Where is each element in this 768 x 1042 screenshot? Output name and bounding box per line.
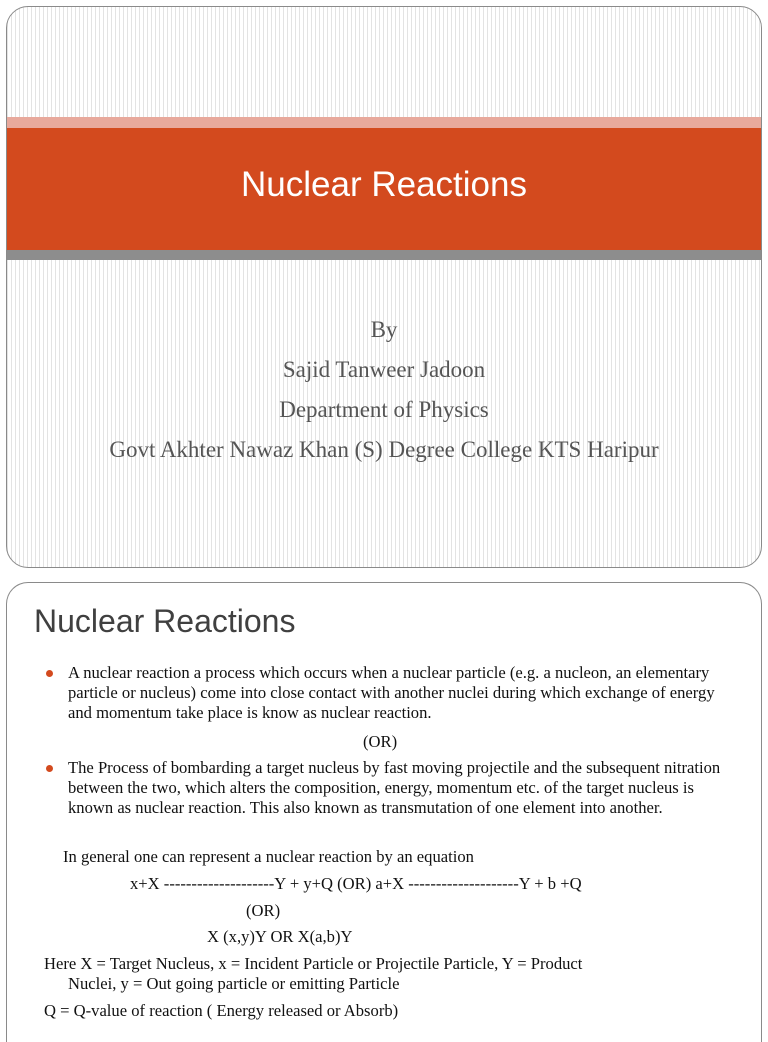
bullet-item-1 xyxy=(7,663,761,723)
bullet-dot-icon xyxy=(46,670,53,677)
college-name: Govt Akhter Nawaz Khan (S) Degree College KTS Haripur xyxy=(109,437,659,462)
by-label: By xyxy=(370,317,398,342)
content-title: Nuclear Reactions xyxy=(34,603,296,639)
q-value-line: Q = Q-value of reaction ( Energy released or Absorb) xyxy=(44,1001,399,1020)
bullet-text-1: A nuclear reaction a process which occurs when a nuclear particle (e.g. a nucleon, an elementary particle or nucleus) come into close contact with another nuclei during which exchange of energy and momentum take place is know as nuclear reaction. xyxy=(68,663,715,722)
definition-line-2: Nuclei, y = Out going particle or emitting Particle xyxy=(68,974,400,993)
reaction-equation: x+X --------------------Y + y+Q (OR) a+X --------------------Y + b +Q xyxy=(130,874,582,893)
bullet-item-2 xyxy=(7,758,761,818)
general-statement: In general one can represent a nuclear reaction by an equation xyxy=(63,847,474,866)
content-body xyxy=(7,663,761,723)
top-accent-band xyxy=(7,117,761,128)
reaction-notation: X (x,y)Y OR X(a,b)Y xyxy=(207,927,353,946)
content-body-2 xyxy=(7,758,761,818)
definition-line-1: Here X = Target Nucleus, x = Incident Particle or Projectile Particle, Y = Product xyxy=(44,954,583,973)
slide-title: Nuclear Reactions xyxy=(241,165,527,204)
bottom-accent-band xyxy=(7,250,761,260)
content-slide xyxy=(6,582,762,1042)
or-separator-1: (OR) xyxy=(363,732,398,751)
title-slide xyxy=(6,6,762,568)
or-separator-2: (OR) xyxy=(246,901,281,920)
author-name: Sajid Tanweer Jadoon xyxy=(282,357,486,382)
author-block xyxy=(7,310,761,470)
bullet-text-2: The Process of bombarding a target nucleus by fast moving projectile and the subsequent nitration between the two, which alters the composition, energy, momentum etc. of the target nucleus is known as nuclear reaction. This also known as transmutation of one element into another. xyxy=(68,758,721,817)
bullet-dot-icon xyxy=(46,765,53,772)
department: Department of Physics xyxy=(279,397,489,422)
title-banner xyxy=(7,128,761,250)
